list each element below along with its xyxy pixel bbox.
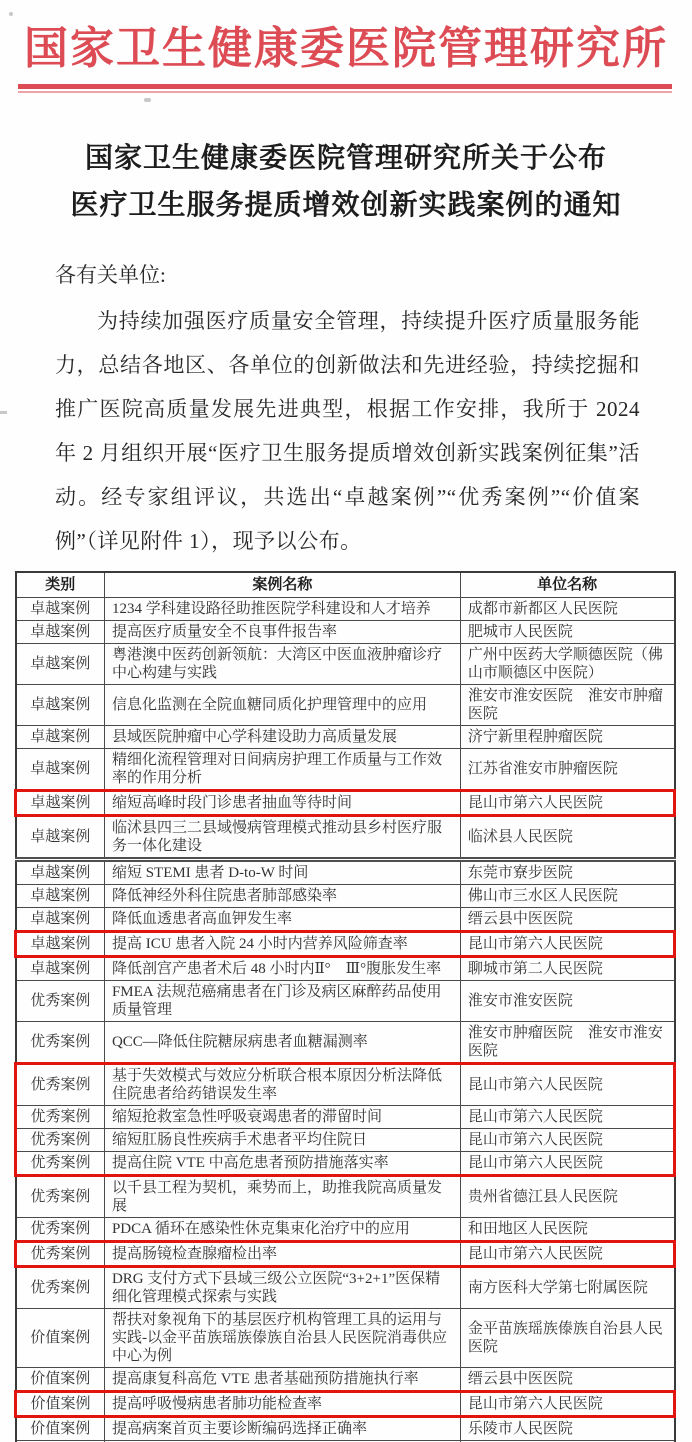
table-row [16, 598, 675, 621]
org-name-cell: 乐陵市人民医院 [460, 1417, 674, 1441]
table-header-case-name: 案例名称 [104, 572, 460, 598]
table-row [16, 1152, 675, 1176]
category-cell: 优秀案例 [16, 1064, 105, 1106]
letterhead-org-name: 国家卫生健康委医院管理研究所 [24, 24, 668, 73]
table-row [16, 1129, 675, 1152]
org-name-cell: 广州中医药大学顺德医院（佛山市顺德区中医院） [460, 644, 674, 685]
org-name-cell: 昆山市第六人民医院 [460, 1129, 674, 1152]
case-name-cell: 基于失效模式与效应分析联合根本原因分析法降低住院患者给药错误发生率 [104, 1064, 460, 1106]
category-cell: 优秀案例 [16, 1242, 105, 1267]
category-cell: 卓越案例 [16, 885, 105, 908]
table-row [16, 908, 675, 932]
category-cell: 卓越案例 [16, 749, 105, 791]
table-row [16, 1242, 675, 1267]
category-cell: 卓越案例 [16, 726, 105, 749]
org-name-cell: 昆山市第六人民医院 [460, 791, 674, 816]
table-row [16, 1309, 675, 1368]
org-name-cell: 贵州省德江县人民医院 [460, 1176, 674, 1218]
letterhead-divider [18, 84, 672, 93]
table-row [16, 1064, 675, 1106]
org-name-cell: 江苏省淮安市肿瘤医院 [460, 749, 674, 791]
case-name-cell: 信息化监测在全院血糖同质化护理管理中的应用 [104, 685, 460, 726]
category-cell: 价值案例 [16, 1392, 105, 1417]
case-name-cell: 缩短肛肠良性疾病手术患者平均住院日 [104, 1129, 460, 1152]
category-cell: 卓越案例 [16, 816, 105, 860]
category-cell: 价值案例 [16, 1309, 105, 1368]
table-row [16, 816, 675, 860]
case-name-cell: PDCA 循环在感染性休克集束化治疗中的应用 [104, 1218, 460, 1242]
org-name-cell: 缙云县中医医院 [460, 908, 674, 932]
table-row [16, 1106, 675, 1129]
case-name-cell: DRG 支付方式下县域三级公立医院“3+2+1”医保精细化管理模式探索与实践 [104, 1267, 460, 1309]
category-cell: 卓越案例 [16, 932, 105, 957]
case-name-cell: 缩短 STEMI 患者 D-to-W 时间 [104, 860, 460, 885]
divider-thin-line [18, 91, 672, 93]
header-row [16, 572, 675, 598]
category-cell: 价值案例 [16, 1368, 105, 1392]
scan-artifact-dot [144, 98, 151, 102]
category-cell: 卓越案例 [16, 621, 105, 644]
case-name-cell: 提高 ICU 患者入院 24 小时内营养风险筛查率 [104, 932, 460, 957]
table-header-org-name: 单位名称 [460, 572, 674, 598]
org-name-cell: 昆山市第六人民医院 [460, 1392, 674, 1417]
org-name-cell: 金平苗族瑶族傣族自治县人民医院 [460, 1309, 674, 1368]
table-row [16, 726, 675, 749]
org-name-cell: 昆山市第六人民医院 [460, 1106, 674, 1129]
case-name-cell: 提高住院 VTE 中高危患者预防措施落实率 [104, 1152, 460, 1176]
org-name-cell: 肥城市人民医院 [460, 621, 674, 644]
table-row [16, 981, 675, 1022]
org-name-cell: 南方医科大学第七附属医院 [460, 1267, 674, 1309]
org-name-cell: 佛山市三水区人民医院 [460, 885, 674, 908]
table-row [16, 932, 675, 957]
table-row [16, 1218, 675, 1242]
table-row [16, 621, 675, 644]
case-name-cell: 提高呼吸慢病患者肺功能检查率 [104, 1392, 460, 1417]
case-name-cell: 降低血透患者高血钾发生率 [104, 908, 460, 932]
scan-artifact-dot [0, 411, 7, 414]
org-name-cell: 缙云县中医医院 [460, 1368, 674, 1392]
category-cell: 卓越案例 [16, 791, 105, 816]
table-row [16, 749, 675, 791]
scan-artifact-dot [9, 12, 13, 16]
case-name-cell: 帮扶对象视角下的基层医疗机构管理工具的运用与实践-以金平苗族瑶族傣族自治县人民医院消毒供应中心为例 [104, 1309, 460, 1368]
case-name-cell: 1234 学科建设路径助推医院学科建设和人才培养 [104, 598, 460, 621]
table-row [16, 1368, 675, 1392]
category-cell: 优秀案例 [16, 1152, 105, 1176]
org-name-cell: 成都市新都区人民医院 [460, 598, 674, 621]
category-cell: 优秀案例 [16, 1129, 105, 1152]
table-row [16, 644, 675, 685]
category-cell: 价值案例 [16, 1417, 105, 1441]
table-row [16, 885, 675, 908]
cases-table-body [16, 598, 675, 1442]
org-name-cell: 东莞市寮步医院 [460, 860, 674, 885]
case-name-cell: 降低神经外科住院患者肺部感染率 [104, 885, 460, 908]
org-name-cell: 昆山市第六人民医院 [460, 1152, 674, 1176]
category-cell: 优秀案例 [16, 1267, 105, 1309]
salutation: 各有关单位: [55, 263, 166, 288]
category-cell: 卓越案例 [16, 957, 105, 981]
org-name-cell: 和田地区人民医院 [460, 1218, 674, 1242]
table-row [16, 685, 675, 726]
table-row [16, 1176, 675, 1218]
org-name-cell: 聊城市第二人民医院 [460, 957, 674, 981]
category-cell: 优秀案例 [16, 981, 105, 1022]
case-name-cell: 县域医院肿瘤中心学科建设助力高质量发展 [104, 726, 460, 749]
document-title-line-1: 国家卫生健康委医院管理研究所关于公布 [84, 143, 607, 175]
case-name-cell: 提高医疗质量安全不良事件报告率 [104, 621, 460, 644]
org-name-cell: 临沭县人民医院 [460, 816, 674, 860]
category-cell: 优秀案例 [16, 1106, 105, 1129]
letterhead [0, 18, 692, 93]
org-name-cell: 昆山市第六人民医院 [460, 932, 674, 957]
case-name-cell: 临沭县四三二县域慢病管理模式推动县乡村医疗服务一体化建设 [104, 816, 460, 860]
table-row [16, 1417, 675, 1441]
case-name-cell: 提高康复科高危 VTE 患者基础预防措施执行率 [104, 1368, 460, 1392]
table-row [16, 1022, 675, 1064]
case-name-cell: 粤港澳中医药创新领航：大湾区中医血液肿瘤诊疗中心构建与实践 [104, 644, 460, 685]
table-row [16, 791, 675, 816]
document-title-line-2: 医疗卫生服务提质增效创新实践案例的通知 [70, 190, 622, 222]
case-name-cell: QCC—降低住院糖尿病患者血糖漏测率 [104, 1022, 460, 1064]
case-name-cell: 提高肠镜检查腺瘤检出率 [104, 1242, 460, 1267]
category-cell: 卓越案例 [16, 685, 105, 726]
org-name-cell: 昆山市第六人民医院 [460, 1064, 674, 1106]
case-name-cell: FMEA 法规范癌痛患者在门诊及病区麻醉药品使用质量管理 [104, 981, 460, 1022]
category-cell: 卓越案例 [16, 860, 105, 885]
table-header-category: 类别 [16, 572, 105, 598]
category-cell: 优秀案例 [16, 1022, 105, 1064]
cases-table-header [16, 572, 675, 598]
category-cell: 卓越案例 [16, 598, 105, 621]
org-name-cell: 淮安市淮安医院 淮安市肿瘤医院 [460, 685, 674, 726]
category-cell: 优秀案例 [16, 1176, 105, 1218]
table-row [16, 1392, 675, 1417]
org-name-cell: 昆山市第六人民医院 [460, 1242, 674, 1267]
case-name-cell: 降低剖宫产患者术后 48 小时内Ⅱ° Ⅲ°腹胀发生率 [104, 957, 460, 981]
case-name-cell: 提高病案首页主要诊断编码选择正确率 [104, 1417, 460, 1441]
document-title [0, 135, 692, 229]
case-name-cell: 以千县工程为契机，乘势而上，助推我院高质量发展 [104, 1176, 460, 1218]
table-row [16, 1267, 675, 1309]
case-name-cell: 精细化流程管理对日间病房护理工作质量与工作效率的作用分析 [104, 749, 460, 791]
table-row [16, 860, 675, 885]
category-cell: 卓越案例 [16, 908, 105, 932]
org-name-cell: 济宁新里程肿瘤医院 [460, 726, 674, 749]
org-name-cell: 淮安市淮安医院 [460, 981, 674, 1022]
org-name-cell: 淮安市肿瘤医院 淮安市淮安医院 [460, 1022, 674, 1064]
category-cell: 优秀案例 [16, 1218, 105, 1242]
case-name-cell: 缩短高峰时段门诊患者抽血等待时间 [104, 791, 460, 816]
case-name-cell: 缩短抢救室急性呼吸衰竭患者的滞留时间 [104, 1106, 460, 1129]
cases-table [14, 571, 676, 1442]
table-row [16, 957, 675, 981]
body-paragraph: 为持续加强医疗质量安全管理，持续提升医疗质量服务能力，总结各地区、各单位的创新做法和先进经验，持续挖掘和推广医院高质量发展先进典型，根据工作安排，我所于 2024 年 2 月组织开展“医疗卫生服务提质增效创新实践案例征集”活动。经专家组评议，共选出“卓越案例”“优秀案例”“价值案例”（详见附件 1），现予以公布。 [55, 309, 640, 554]
category-cell: 卓越案例 [16, 644, 105, 685]
